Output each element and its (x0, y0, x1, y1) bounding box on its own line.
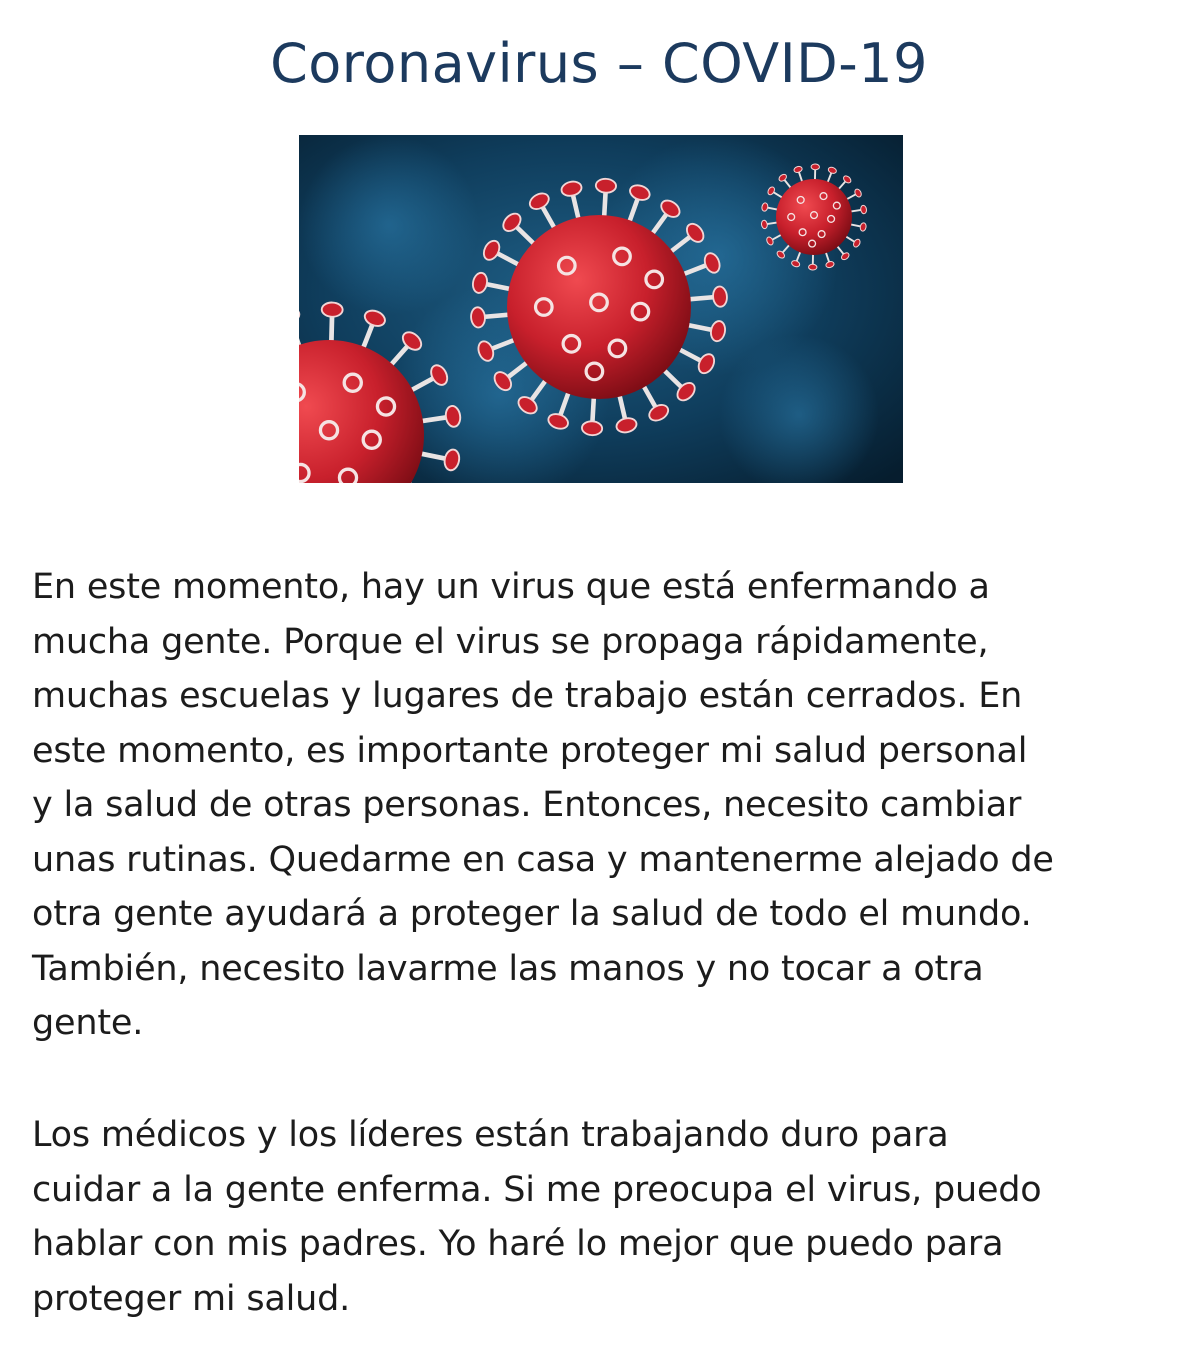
paragraph-1 (32, 560, 1182, 1051)
text-line: este momento, es importante proteger mi salud personal (32, 730, 1028, 771)
text-line: En este momento, hay un virus que está enfermando a (32, 567, 990, 607)
text-line: Los médicos y los líderes están trabajando duro para (32, 1115, 949, 1155)
text-line: proteger mi salud. (32, 1278, 351, 1319)
text-line: gente. (32, 1003, 144, 1043)
text-line: cuidar a la gente enferma. Si me preocupa el virus, puedo (32, 1169, 1042, 1210)
text-line: También, necesito lavarme las manos y no tocar a otra (32, 948, 984, 989)
text-line: y la salud de otras personas. Entonces, necesito cambiar (32, 785, 1022, 825)
text-line: muchas escuelas y lugares de trabajo están cerrados. En (32, 676, 1023, 716)
text-line: hablar con mis padres. Yo haré lo mejor que puedo para (32, 1224, 1004, 1264)
page-title: Coronavirus – COVID-19 (270, 32, 928, 95)
coronavirus-illustration-icon (299, 135, 903, 483)
text-line: unas rutinas. Quedarme en casa y mantenerme alejado de (32, 839, 1054, 880)
text-line: mucha gente. Porque el virus se propaga rápidamente, (32, 621, 989, 662)
paragraph-2 (32, 1108, 1182, 1326)
text-line: otra gente ayudará a proteger la salud de todo el mundo. (32, 894, 1032, 934)
